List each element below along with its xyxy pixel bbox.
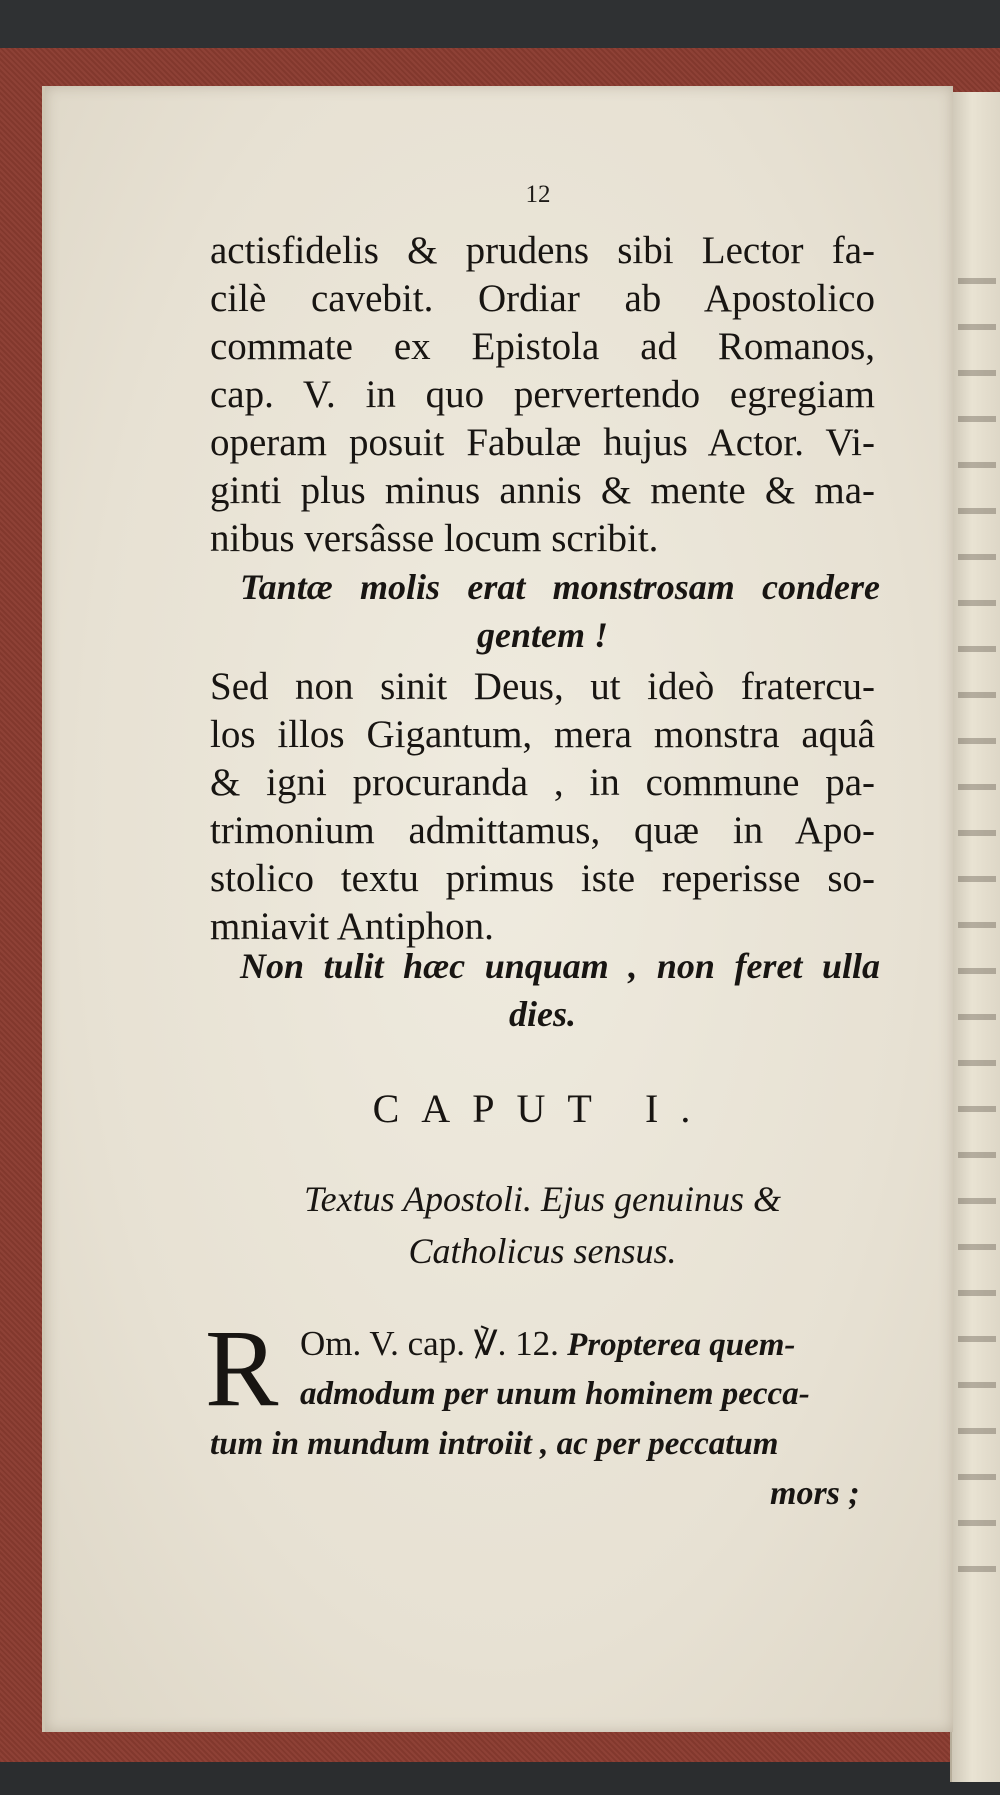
text-line: actisfidelis & prudens sibi Lector fa- — [210, 229, 875, 272]
text-line: commate ex Epistola ad Romanos, — [210, 325, 875, 368]
text-line: admodum per unum hominem pecca- — [300, 1376, 810, 1412]
text-line: Sed non sinit Deus, ut ideò fratercu- — [210, 665, 875, 708]
next-page-edge — [950, 92, 1000, 1782]
text-line: stolico textu primus iste reperisse so- — [210, 857, 875, 900]
quote-text: Propterea quem- — [567, 1327, 796, 1363]
catchword: mors ; — [770, 1475, 860, 1512]
text-line: nibus versâsse locum scribit. — [210, 517, 659, 560]
citation-text: Om. V. cap. ℣. 12. — [300, 1324, 559, 1363]
text-line: cap. V. in quo pervertendo egregiam — [210, 373, 875, 416]
text-line: mniavit Antiphon. — [210, 905, 494, 948]
verse-line: dies. — [509, 994, 576, 1034]
chapter-heading: CAPUT I. — [372, 1086, 713, 1131]
verse-line: gentem ! — [477, 615, 608, 655]
text-line: trimonium admittamus, quæ in Apo- — [210, 809, 875, 852]
text-line: tum in mundum introiit , ac per peccatum — [210, 1426, 779, 1462]
text-line: operam posuit Fabulæ hujus Actor. Vi- — [210, 421, 875, 464]
text-line — [300, 1322, 795, 1366]
chapter-subtitle: Textus Apostoli. Ejus genuinus & — [303, 1179, 782, 1219]
page-number: 12 — [525, 181, 551, 208]
verse-line: Tantæ molis erat monstrosam condere — [240, 567, 880, 607]
chapter-subtitle: Catholicus sensus. — [408, 1231, 677, 1271]
bottom-background — [0, 1762, 1000, 1795]
drop-cap: R — [205, 1307, 279, 1429]
next-page-text-shadow — [958, 272, 996, 1572]
text-line: & igni procuranda , in commune pa- — [210, 761, 875, 804]
text-line: cilè cavebit. Ordiar ab Apostolico — [210, 277, 875, 320]
text-line: ginti plus minus annis & mente & ma- — [210, 469, 875, 512]
verse-line: Non tulit hæc unquam , non feret ulla — [240, 946, 880, 986]
text-line: los illos Gigantum, mera monstra aquâ — [210, 713, 875, 756]
